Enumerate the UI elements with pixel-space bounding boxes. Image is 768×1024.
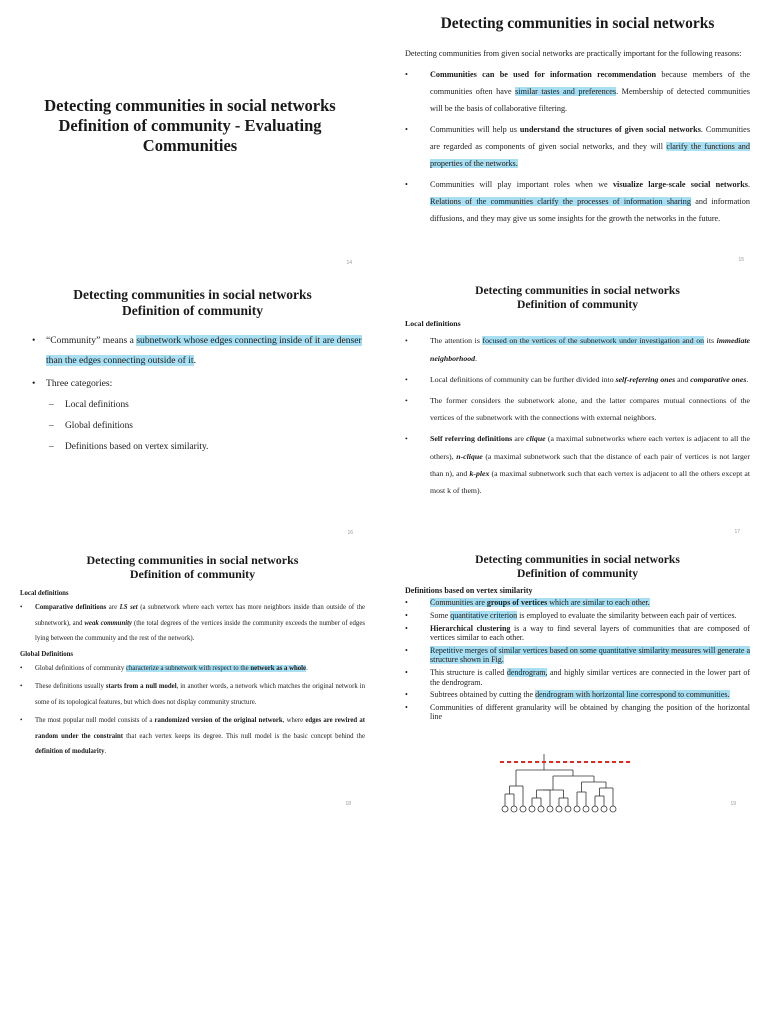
slide-14: [20, 80, 360, 270]
highlight: quantitative criterion: [450, 610, 518, 620]
dendrogram-leaves: [502, 806, 616, 812]
bullet-item: • Communities can be used for information recommendation because members of the communities often have similar tastes and preferences. Membership of detected communities will be the basis of collaborative filtering.: [405, 70, 750, 114]
slide-title: [20, 553, 365, 581]
slide-19: [405, 550, 750, 815]
slide-number: 15: [738, 257, 744, 263]
slide-number: 16: [347, 530, 353, 536]
leaf-node: [538, 806, 544, 812]
leaf-node: [565, 806, 571, 812]
slide-title: [405, 553, 750, 580]
bullet-item: • Hierarchical clustering is a way to find several layers of communities that are composed of vertices similar to each other.: [405, 623, 750, 643]
bullet-item: • These definitions usually starts from a null model, in another words, a network which matches the original network in some of its topological features, but which does not display community structure.: [20, 683, 365, 706]
bullet-item: • Communities are groups of vertices which are similar to each other.: [405, 598, 650, 608]
leaf-node: [592, 806, 598, 812]
bullet-item: • Local definitions of community can be further divided into self-referring ones and comparative ones.: [405, 374, 749, 384]
bullet-item: • “Community” means a subnetwork whose edges connecting inside of it are denser than the edges connecting outside of it.: [32, 334, 362, 366]
bullet-item: • Communities of different granularity will be obtained by changing the position of the horizontal line: [405, 702, 750, 722]
highlight: dendrogram,: [506, 667, 548, 677]
leaf-node: [502, 806, 508, 812]
highlight: Repetitive merges of similar vertices based on some quantitative similarity measures will generate a structure shown in Fig.: [430, 645, 750, 665]
slide-title: Detecting communities in social networks: [440, 15, 715, 32]
leaf-node: [583, 806, 589, 812]
bullet-item: • Subtrees obtained by cutting the dendrogram with horizontal line correspond to communities.: [405, 690, 730, 700]
slide-title: [20, 96, 360, 156]
title-line: Communities: [142, 136, 238, 156]
bullet-item: • The most popular null model consists of a randomized version of the original network, where edges are rewired at random under the constraint that each vertex keeps its degree. This null model is the basic concept behind the definition of modularity.: [20, 717, 365, 756]
category-item: – Global definitions: [49, 420, 133, 431]
leaf-node: [529, 806, 535, 812]
slide-title: [20, 287, 365, 319]
leaf-node: [556, 806, 562, 812]
bullet-item: • Communities will help us understand the structures of given social networks. Communities are regarded as components of given social networks, and they will clarify the functions and properties of the networks.: [405, 125, 750, 169]
bullet-item: • Three categories:: [32, 377, 113, 389]
title-line: Definition of community - Evaluating: [58, 116, 322, 136]
leaf-node: [511, 806, 517, 812]
highlight: focused on the vertices of the subnetwork under investigation and on: [482, 336, 705, 346]
leaf-node: [610, 806, 616, 812]
bullet-item: • This structure is called dendrogram, and highly similar vertices are connected in the lower part of the dendrogram.: [405, 667, 750, 687]
slide-number: 19: [730, 801, 736, 807]
slide-title: [405, 284, 750, 311]
bullet-list: [20, 661, 365, 760]
slide-15: [405, 15, 750, 265]
leaf-node: [601, 806, 607, 812]
slide-number: 17: [734, 529, 740, 535]
section-heading: Global Definitions: [20, 650, 74, 658]
section-heading: Local definitions: [20, 590, 69, 598]
slide-number: 14: [346, 260, 352, 266]
title-line: Detecting communities in social networks: [44, 96, 336, 115]
bullet-list: [20, 600, 365, 647]
section-heading: Local definitions: [405, 319, 461, 329]
bullet-item: • Comparative definitions are LS set (a subnetwork where each vertex has more neighbors inside than outside of the subnetwork), and weak community (the total degrees of the vertices inside the community exceeds the number of edges lying between the community and the rest of the network).: [20, 604, 365, 643]
bullet-item: • The attention is focused on the vertices of the subnetwork under investigation and on its immediate neighborhood.: [405, 336, 750, 363]
bullet-item: • Communities will play important roles when we visualize large-scale social networks. Relations of the communities clarify the processes of information sharing and information diffusions, and they may give us some insights for the growth the networks in the future.: [405, 180, 750, 224]
highlight: Communities are: [430, 598, 487, 608]
title-line: Definition of community: [122, 302, 263, 318]
intro-paragraph: Detecting communities from given social networks are practically important for the following reasons:: [405, 49, 742, 59]
slide-number: 18: [345, 801, 351, 807]
highlight: network as a whole: [250, 664, 307, 672]
highlight: characterize a subnetwork with respect to the: [126, 664, 251, 672]
highlight: which are similar to each other.: [547, 598, 650, 608]
title-line: Detecting communities in social networks: [475, 553, 680, 566]
highlight: Relations of the communities clarify the processes of information sharing: [430, 197, 691, 207]
bullet-item: • Global definitions of community characterize a subnetwork with respect to the network as a whole.: [20, 664, 308, 672]
bullet-item: • Repetitive merges of similar vertices based on some quantitative similarity measures will generate a structure shown in Fig.: [405, 645, 750, 665]
bullet-list: [405, 598, 750, 722]
title-line: Detecting communities in social networks: [475, 284, 680, 297]
bullet-item: • Self referring definitions are clique (a maximal subnetworks where each vertex is adjacent to all the others), n-clique (a maximal subnetwork such that the distance of each pair of vertices is not larger than n), and k-plex (a maximal subnetwork such that each vertex is adjacent to all the others except at most k of them).: [405, 434, 750, 495]
leaf-node: [547, 806, 553, 812]
category-item: – Local definitions: [49, 399, 129, 410]
bullet-list: [405, 332, 750, 499]
bullet-item: • Some quantitative criterion is employed to evaluate the similarity between each pair of vertices.: [405, 610, 737, 620]
leaf-node: [520, 806, 526, 812]
bullet-list: [405, 66, 750, 227]
dendrogram-figure: [500, 748, 630, 814]
highlight: dendrogram with horizontal line correspond to communities.: [535, 690, 730, 700]
bullet-item: • The former considers the subnetwork alone, and the latter compares mutual connections of the vertices of the subnetwork with the connections with external neighbors.: [405, 395, 750, 423]
title-line: Definition of community: [516, 566, 639, 580]
leaf-node: [574, 806, 580, 812]
highlight: clarify the functions and properties of the networks.: [430, 142, 750, 169]
category-item: – Definitions based on vertex similarity.: [49, 441, 209, 452]
slide-17: [405, 280, 750, 540]
title-line: Detecting communities in social networks: [86, 553, 299, 567]
bullet-list: [20, 331, 365, 457]
highlight: groups of vertices: [486, 598, 548, 608]
title-line: Definition of community: [516, 297, 639, 311]
slide-18: [20, 550, 365, 815]
section-heading: Definitions based on vertex similarity: [405, 586, 533, 596]
title-line: Definition of community: [129, 567, 256, 582]
slide-16: [20, 280, 365, 540]
highlight: similar tastes and preferences: [515, 87, 617, 97]
title-line: Detecting communities in social networks: [73, 287, 312, 302]
highlight: subnetwork whose edges connecting inside of it are denser than the edges connecting outside of it: [46, 334, 362, 366]
